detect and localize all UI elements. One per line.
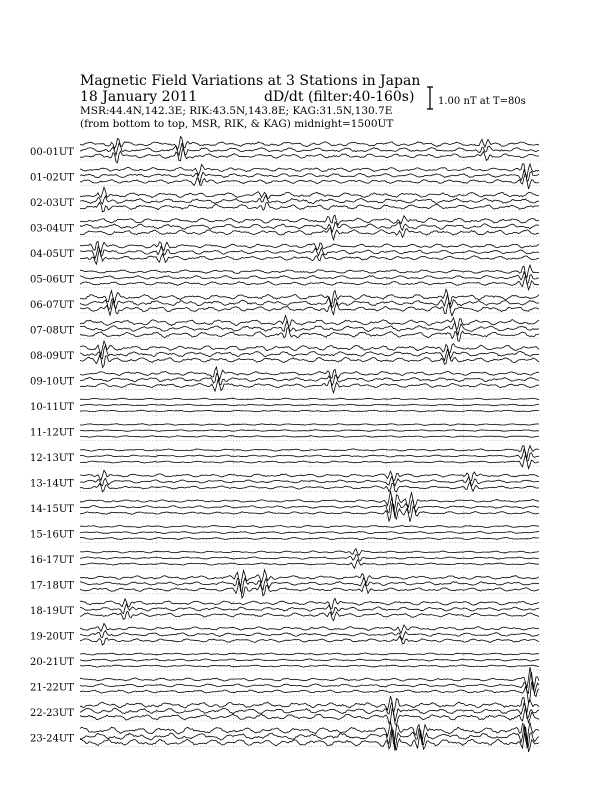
row-label: 23-24UT — [30, 733, 74, 745]
trace-row-09-10UT — [30, 367, 540, 393]
trace-MSR — [80, 327, 539, 341]
trace-MSR — [80, 560, 539, 568]
row-label: 03-04UT — [30, 223, 74, 235]
trace-row-11-12UT — [30, 423, 540, 443]
row-label: 20-21UT — [30, 657, 74, 668]
row-label: 10-11UT — [30, 402, 74, 413]
chart-quantity: dD/dt (filter:40-160s) — [264, 89, 415, 105]
trace-RIK — [80, 430, 539, 432]
trace-KAG — [80, 398, 539, 400]
trace-KAG — [80, 526, 539, 528]
trace-rows — [30, 137, 540, 752]
trace-RIK — [80, 578, 539, 593]
trace-KAG — [80, 667, 539, 690]
row-label: 06-07UT — [30, 300, 74, 311]
trace-MSR — [80, 581, 539, 598]
trace-row-19-20UT — [30, 624, 540, 647]
trace-KAG — [80, 164, 539, 177]
trace-row-20-21UT — [30, 652, 540, 672]
trace-MSR — [80, 455, 539, 469]
trace-KAG — [80, 265, 539, 277]
row-label: 04-05UT — [30, 249, 74, 260]
trace-MSR — [80, 665, 539, 667]
trace-row-15-16UT — [30, 525, 540, 545]
trace-MSR — [80, 504, 539, 522]
trace-MSR — [80, 482, 539, 492]
trace-RIK — [80, 222, 539, 232]
row-label: 22-23UT — [30, 708, 74, 719]
row-label: 09-10UT — [30, 376, 74, 388]
trace-KAG — [80, 367, 539, 380]
row-label: 21-22UT — [30, 682, 74, 694]
trace-KAG — [80, 187, 539, 198]
trace-MSR — [80, 173, 539, 189]
trace-row-01-02UT — [30, 164, 540, 189]
trace-RIK — [80, 725, 539, 751]
trace-row-03-04UT — [30, 215, 540, 240]
trace-MSR — [80, 636, 539, 645]
trace-row-23-24UT — [30, 721, 540, 752]
trace-row-17-18UT — [30, 570, 540, 598]
row-label: 13-14UT — [30, 478, 74, 490]
row-label: 00-01UT — [30, 147, 74, 158]
trace-KAG — [80, 721, 539, 745]
trace-row-13-14UT — [30, 470, 540, 493]
trace-row-02-03UT — [30, 187, 540, 213]
trace-KAG — [80, 598, 539, 608]
trace-RIK — [80, 659, 539, 661]
row-label: 15-16UT — [30, 529, 74, 541]
trace-RIK — [80, 604, 539, 615]
trace-RIK — [80, 532, 539, 534]
trace-row-08-09UT — [30, 341, 540, 368]
row-label: 18-19UT — [30, 606, 74, 617]
row-label: 02-03UT — [30, 198, 74, 209]
trace-MSR — [80, 202, 539, 212]
station-order-note: (from bottom to top, MSR, RIK, & KAG) midnight=1500UT — [80, 118, 394, 130]
trace-MSR — [80, 537, 539, 539]
row-label: 08-09UT — [30, 351, 74, 362]
trace-row-06-07UT — [30, 289, 540, 315]
trace-row-07-08UT — [30, 315, 540, 341]
trace-KAG — [80, 549, 539, 556]
station-coordinates: MSR:44.4N,142.3E; RIK:43.5N,143.8E; KAG:31.5N,130.7E — [80, 105, 393, 117]
trace-MSR — [80, 436, 539, 438]
trace-RIK — [80, 672, 539, 694]
trace-MSR — [80, 707, 539, 726]
row-label: 16-17UT — [30, 555, 74, 566]
trace-RIK — [80, 374, 539, 386]
trace-MSR — [80, 228, 539, 240]
trace-KAG — [80, 137, 539, 150]
chart-date: 18 January 2011 — [80, 89, 198, 105]
trace-MSR — [80, 148, 539, 163]
row-label: 11-12UT — [30, 427, 74, 439]
trace-RIK — [80, 404, 539, 406]
trace-KAG — [80, 624, 539, 634]
trace-row-22-23UT — [30, 696, 540, 725]
trace-KAG — [80, 424, 539, 426]
trace-KAG — [80, 470, 539, 481]
row-label: 01-02UT — [30, 172, 74, 184]
trace-row-00-01UT — [30, 137, 540, 163]
trace-row-21-22UT — [30, 667, 540, 703]
trace-row-12-13UT — [30, 446, 540, 469]
trace-KAG — [80, 653, 539, 655]
trace-MSR — [80, 379, 539, 393]
trace-RIK — [80, 631, 539, 640]
trace-row-04-05UT — [30, 241, 540, 264]
row-label: 12-13UT — [30, 453, 74, 464]
row-label: 19-20UT — [30, 631, 74, 643]
scale-bar — [427, 87, 526, 109]
trace-RIK — [80, 345, 539, 360]
trace-RIK — [80, 554, 539, 560]
scale-bar-label: 1.00 nT at T=80s — [438, 96, 526, 107]
trace-RIK — [80, 272, 539, 284]
row-label: 14-15UT — [30, 504, 74, 515]
trace-MSR — [80, 410, 539, 412]
row-label: 07-08UT — [30, 325, 74, 337]
row-label: 17-18UT — [30, 580, 74, 592]
trace-row-18-19UT — [30, 598, 540, 621]
trace-row-14-15UT — [30, 491, 540, 522]
trace-KAG — [80, 215, 539, 225]
trace-row-16-17UT — [30, 549, 540, 570]
trace-row-10-11UT — [30, 397, 540, 417]
trace-MSR — [80, 612, 539, 621]
row-label: 05-06UT — [30, 274, 74, 286]
chart-title: Magnetic Field Variations at 3 Stations in Japan — [80, 73, 421, 89]
trace-row-05-06UT — [30, 265, 540, 290]
